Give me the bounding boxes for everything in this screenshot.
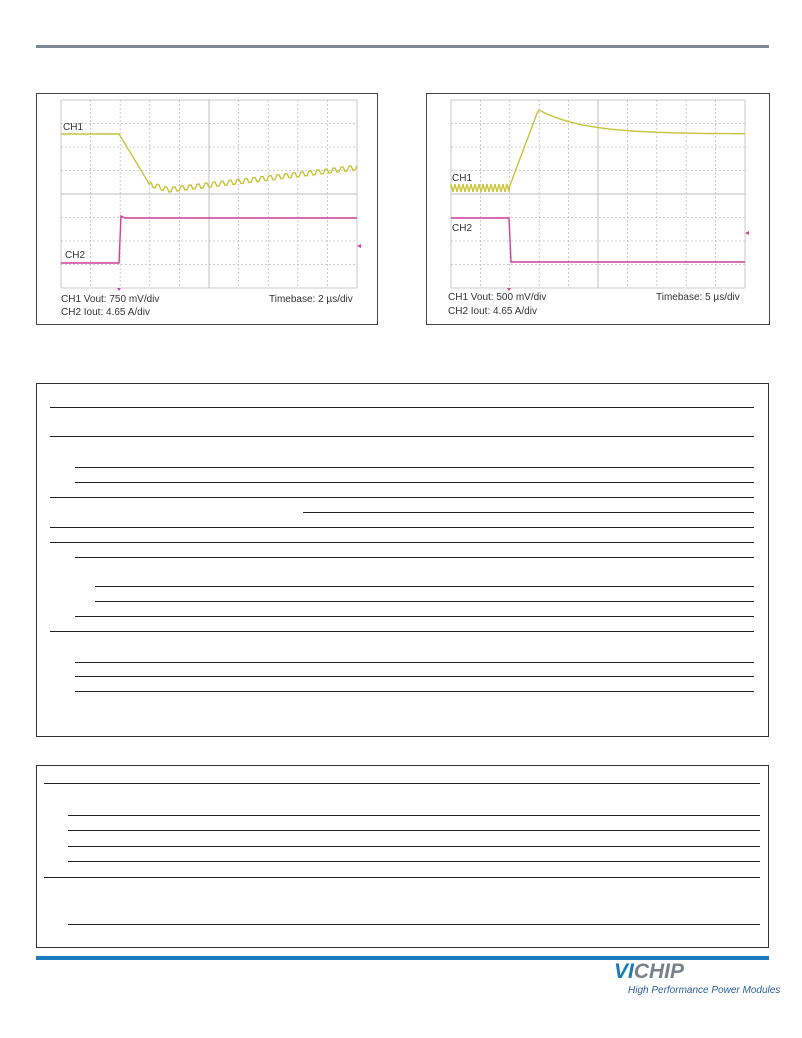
table-rule xyxy=(50,527,754,528)
table-rule xyxy=(68,861,760,862)
scope-graticule xyxy=(61,100,357,288)
scope-left-ch1-scale: CH1 Vout: 750 mV/div xyxy=(61,294,160,305)
scope-right-ch1-marker: CH1 xyxy=(452,173,473,184)
trigger-marker xyxy=(117,288,121,291)
table-rule xyxy=(50,407,754,408)
scope-right-plot xyxy=(427,94,769,324)
level-marker xyxy=(745,231,749,235)
scope-left-timebase: Timebase: 2 µs/div xyxy=(269,294,353,305)
table-rule xyxy=(68,846,760,847)
table-rule xyxy=(68,815,760,816)
scope-capture-load-step-down xyxy=(426,93,770,325)
table-rule xyxy=(75,662,754,663)
table-rule xyxy=(75,691,754,692)
table-rule xyxy=(303,512,754,513)
table-rule xyxy=(75,467,754,468)
table-rule xyxy=(50,436,754,437)
scope-right-ch2-marker: CH2 xyxy=(452,223,473,234)
table-rule xyxy=(44,783,760,784)
spec-table-upper xyxy=(36,383,769,737)
spec-table-lower xyxy=(36,765,769,948)
table-rule xyxy=(68,924,760,925)
table-rule xyxy=(95,586,754,587)
scope-capture-load-step-up xyxy=(36,93,378,325)
table-rule xyxy=(75,557,754,558)
header-rule xyxy=(36,45,769,48)
scope-right-ch1-scale: CH1 Vout: 500 mV/div xyxy=(448,292,547,303)
level-marker xyxy=(357,244,361,248)
table-rule xyxy=(75,676,754,677)
table-rule xyxy=(44,877,760,878)
scope-left-ch2-marker: CH2 xyxy=(65,250,86,261)
vichip-logo: VICHIP xyxy=(614,960,685,983)
scope-right-timebase: Timebase: 5 µs/div xyxy=(656,292,740,303)
scope-left-ch2-scale: CH2 Iout: 4.65 A/div xyxy=(61,307,150,318)
table-rule xyxy=(75,482,754,483)
table-rule xyxy=(50,497,754,498)
table-rule xyxy=(75,616,754,617)
trigger-marker xyxy=(507,288,511,291)
scope-left-plot xyxy=(37,94,377,324)
scope-left-ch1-marker: CH1 xyxy=(63,122,84,133)
table-rule xyxy=(95,601,754,602)
table-rule xyxy=(50,631,754,632)
scope-right-ch2-scale: CH2 Iout: 4.65 A/div xyxy=(448,306,537,317)
table-rule xyxy=(68,830,760,831)
logo-tagline: High Performance Power Modules xyxy=(628,985,781,996)
table-rule xyxy=(50,542,754,543)
